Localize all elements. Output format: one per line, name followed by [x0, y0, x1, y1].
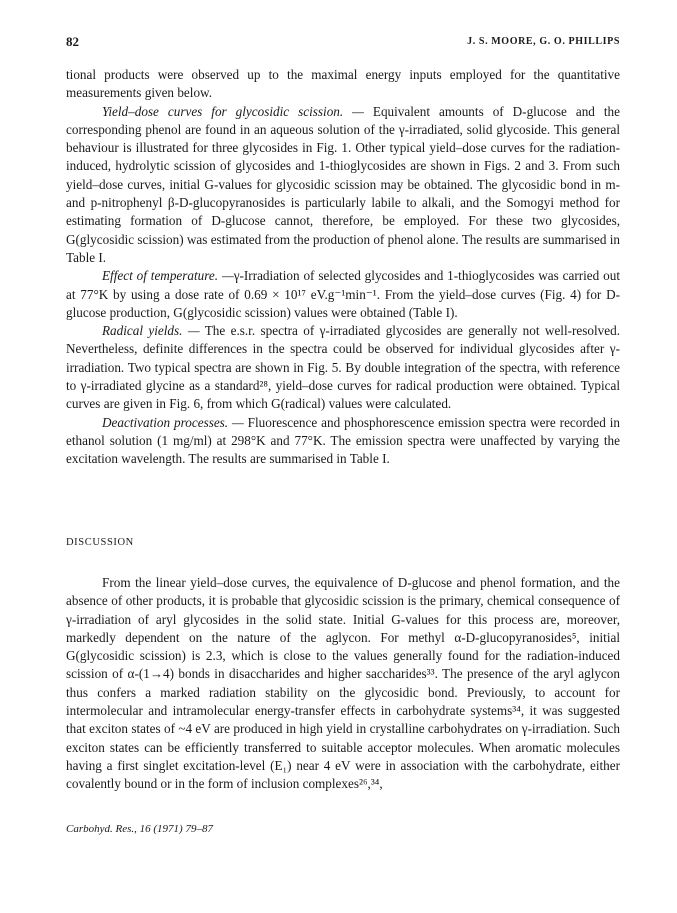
paragraph-text: Fluorescence and phosphorescence emission spectra were recorded in ethanol solution (1 mg/ml) at 298°K and 77°K. The emission spectra were unaffected by varying the excitation wavelength. The results are summarised in Table I.	[66, 414, 620, 467]
paragraph	[66, 267, 620, 322]
page-number: 82	[66, 34, 79, 49]
paragraph-text: Equivalent amounts of D-glucose and the corresponding phenol are found in an aqueous solution of the γ-irradiated, solid glycoside. This general behaviour is illustrated for three glycosides in Fig. 1. Other typical yield–dose curves for the radiation-induced, hydrolytic scission of glycosides and 1-thioglycosides are shown in Figs. 2 and 3. From such yield–dose curves, initial G-values for glycosidic scission may be obtained. The glycosidic bond in m- and p-nitrophenyl β-D-glucopyranosides is particularly labile to alkali, and the Somogyi method for estimating formation of D-glucose cannot, therefore, be employed. For these two glycosides, G(glycosidic scission) was estimated from the production of phenol alone. The results are summarised in Table I.	[66, 103, 620, 265]
journal-footer: Carbohyd. Res., 16 (1971) 79–87	[66, 823, 213, 835]
paragraph-text: From the linear yield–dose curves, the equivalence of D-glucose and phenol formation, and the absence of other products, it is probable that glycosidic scission is the primary, chemical consequence of γ-irradiation of aryl glycosides in the solid state. Initial G-values for this process are, moreover, markedly dependent on the nature of the aglycon. For methyl α-D-glucopyranosides⁵, initial G(glycosidic scission) is 2.3, which is close to the values generally found for the radiation-induced scission of α-(1→4) bonds in disaccharides and higher saccharides³³. The presence of the aryl aglycon thus confers a marked radiation stability on the glycosidic bond. Previously, to account for intermolecular and intramolecular energy-transfer effects in carbohydrate systems³⁴, it was suggested that exciton states of ~4 eV are produced in high yield in crystalline carbohydrates on γ-irradiation. Such exciton states can be efficiently transferred to suitable acceptor molecules. When aromatic molecules having a first singlet excitation-level (E₁) near 4 eV were in association with the carbohydrate, either covalently bound or in the form of inclusion complexes²⁶,³⁴,	[66, 575, 620, 792]
paragraph	[66, 103, 620, 268]
paragraph-text: γ-Irradiation of selected glycosides and 1-thioglycosides was carried out at 77°K by using a dose rate of 0.69 × 10¹⁷ eV.g⁻¹min⁻¹. From the yield–dose curves (Fig. 4) for D-glucose production, G(glycosidic scission) values were obtained (Table I).	[66, 268, 620, 320]
running-authors: J. S. MOORE, G. O. PHILLIPS	[467, 36, 620, 47]
paragraph	[66, 574, 620, 794]
paragraph-text: tional products were observed up to the maximal energy inputs employed for the quantitative measurements given below.	[66, 67, 620, 101]
results-text	[66, 66, 620, 469]
discussion-text	[66, 574, 620, 794]
paragraph	[66, 414, 620, 469]
paragraph-text: The e.s.r. spectra of γ-irradiated glycosides are generally not well-resolved. Nevertheless, definite differences in the spectra could be observed for individual glycosides after γ-irradiation. Two typical spectra are shown in Fig. 5. By double integration of the spectra, with reference to γ-irradiated glycine as a standard²⁸, yield–dose curves for radical production were obtained. Typical curves are given in Fig. 6, from which G(radical) values were calculated.	[66, 323, 620, 412]
paragraph-lead: Effect of temperature. —	[102, 268, 234, 284]
paragraph-lead: Deactivation processes. —	[102, 414, 244, 430]
paragraph	[66, 66, 620, 103]
running-header	[66, 34, 620, 54]
paragraph	[66, 322, 620, 413]
paragraph-lead: Yield–dose curves for glycosidic scission. —	[102, 103, 364, 119]
paragraph-lead: Radical yields. —	[102, 323, 200, 339]
section-heading: DISCUSSION	[66, 537, 134, 548]
